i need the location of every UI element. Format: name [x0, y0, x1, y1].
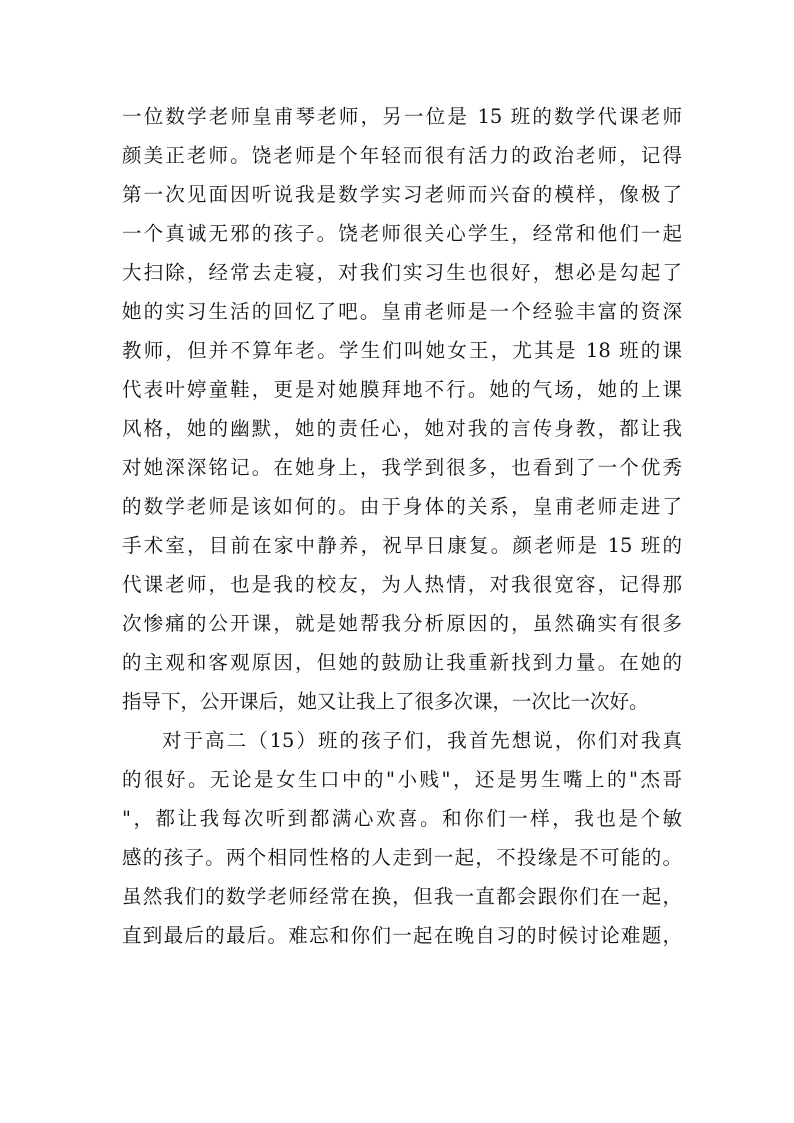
text-line-9: 风格，她的幽默，她的责任心，她对我的言传身教，都让我 [122, 417, 682, 440]
text-line-20: 感的孩子。两个相同性格的人走到一起，不投缘是不可能的。 [122, 846, 682, 869]
text-line-7: 教师，但并不算年老。学生们叫她女王，尤其是 18 班的课 [122, 339, 682, 362]
text-line-2: 颜美正老师。饶老师是个年轻而很有活力的政治老师，记得 [122, 144, 682, 167]
text-line-22: 直到最后的最后。难忘和你们一起在晚自习的时候讨论难题， [122, 924, 682, 947]
text-line-4: 一个真诚无邪的孩子。饶老师很关心学生，经常和他们一起 [122, 222, 682, 245]
text-line-13: 代课老师，也是我的校友，为人热情，对我很宽容，记得那 [122, 573, 682, 596]
text-line-6: 她的实习生活的回忆了吧。皇甫老师是一个经验丰富的资深 [122, 300, 682, 323]
text-line-3: 第一次见面因听说我是数学实习老师而兴奋的模样，像极了 [122, 183, 682, 206]
text-line-18: 的很好。无论是女生口中的"小贱"，还是男生嘴上的"杰哥 [122, 768, 682, 791]
text-line-15: 的主观和客观原因，但她的鼓励让我重新找到力量。在她的 [122, 651, 682, 674]
text-line-17: 对于高二（15）班的孩子们，我首先想说，你们对我真 [162, 729, 682, 752]
text-line-19: "，都让我每次听到都满心欢喜。和你们一样，我也是个敏 [122, 807, 682, 830]
text-line-16: 指导下，公开课后，她又让我上了很多次课，一次比一次好。 [122, 690, 649, 713]
text-line-14: 次惨痛的公开课，就是她帮我分析原因的，虽然确实有很多 [122, 612, 682, 635]
text-line-12: 手术室，目前在家中静养，祝早日康复。颜老师是 15 班的 [122, 534, 682, 557]
text-line-21: 虽然我们的数学老师经常在换，但我一直都会跟你们在一起， [122, 885, 682, 908]
text-line-10: 对她深深铭记。在她身上，我学到很多，也看到了一个优秀 [122, 456, 682, 479]
text-line-1: 一位数学老师皇甫琴老师，另一位是 15 班的数学代课老师 [122, 105, 682, 128]
text-line-8: 代表叶婷童鞋，更是对她膜拜地不行。她的气场，她的上课 [122, 378, 682, 401]
text-line-5: 大扫除，经常去走寝，对我们实习生也很好，想必是勾起了 [122, 261, 682, 284]
document-body [122, 97, 682, 955]
text-line-11: 的数学老师是该如何的。由于身体的关系，皇甫老师走进了 [122, 495, 682, 518]
